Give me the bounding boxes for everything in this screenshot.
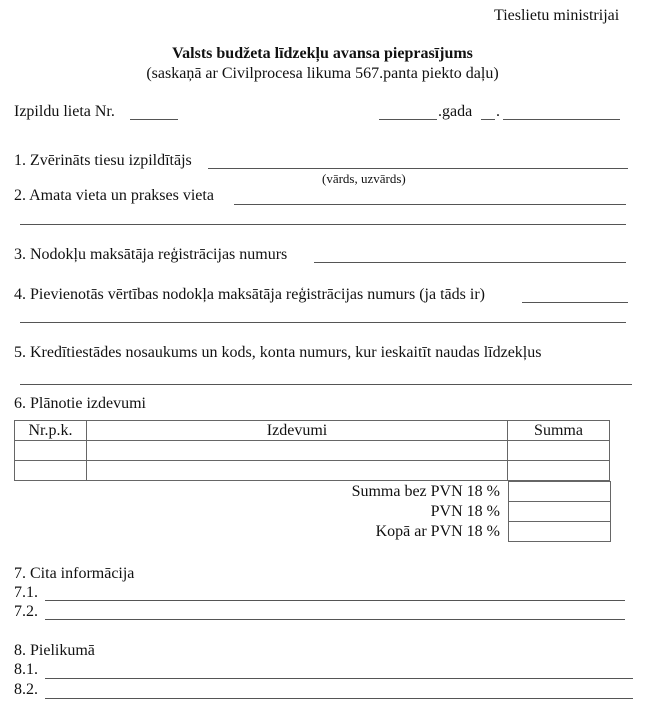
vat-registration-field[interactable] bbox=[522, 302, 628, 303]
item-7-1-number: 7.1. bbox=[14, 584, 38, 601]
table-header-row bbox=[15, 421, 610, 441]
item-8-1-number: 8.1. bbox=[14, 661, 38, 678]
case-number-field[interactable] bbox=[130, 119, 178, 120]
row-1-amount-cell[interactable] bbox=[508, 441, 610, 461]
date-separator: . bbox=[496, 103, 500, 120]
date-year-label: .gada bbox=[438, 103, 473, 120]
total-row-gross bbox=[14, 522, 611, 542]
office-location-field[interactable] bbox=[234, 204, 626, 205]
expenses-table bbox=[14, 420, 610, 481]
total-gross-value[interactable] bbox=[509, 522, 611, 542]
total-vat-value[interactable] bbox=[509, 502, 611, 522]
section-1-label: 1. Zvērināts tiesu izpildītājs bbox=[14, 152, 192, 169]
table-row bbox=[15, 461, 610, 481]
item-7-1-field[interactable] bbox=[45, 600, 625, 601]
total-net-label: Summa bez PVN 18 % bbox=[351, 482, 500, 500]
item-8-2-field[interactable] bbox=[45, 698, 633, 699]
date-year-field[interactable] bbox=[379, 119, 437, 120]
row-1-nr-cell[interactable] bbox=[15, 441, 87, 461]
column-header-amount: Summa bbox=[508, 421, 610, 441]
bank-account-field[interactable] bbox=[20, 384, 632, 385]
section-6-label: 6. Plānotie izdevumi bbox=[14, 395, 146, 412]
row-1-expense-cell[interactable] bbox=[87, 441, 508, 461]
item-8-2-number: 8.2. bbox=[14, 681, 38, 698]
column-header-expenses: Izdevumi bbox=[87, 421, 508, 441]
document-title: Valsts budžeta līdzekļu avansa pieprasījums bbox=[172, 45, 473, 62]
row-2-expense-cell[interactable] bbox=[87, 461, 508, 481]
section-2-label: 2. Amata vieta un prakses vieta bbox=[14, 187, 214, 204]
item-7-2-number: 7.2. bbox=[14, 603, 38, 620]
date-day-field[interactable] bbox=[481, 119, 495, 120]
row-2-amount-cell[interactable] bbox=[508, 461, 610, 481]
total-row-net bbox=[14, 482, 611, 502]
bailiff-name-field[interactable] bbox=[208, 168, 628, 169]
table-row bbox=[15, 441, 610, 461]
vat-registration-field-line-2[interactable] bbox=[20, 322, 626, 323]
section-8-label: 8. Pielikumā bbox=[14, 642, 95, 659]
total-net-value[interactable] bbox=[509, 482, 611, 502]
recipient: Tieslietu ministrijai bbox=[494, 7, 620, 24]
total-row-vat bbox=[14, 502, 611, 522]
bailiff-name-hint: (vārds, uzvārds) bbox=[322, 171, 406, 186]
case-number-label: Izpildu lieta Nr. bbox=[14, 103, 115, 120]
section-4-label: 4. Pievienotās vērtības nodokļa maksātāja reģistrācijas numurs (ja tāds ir) bbox=[14, 286, 485, 303]
section-5-label: 5. Kredītiestādes nosaukums un kods, konta numurs, kur ieskaitīt naudas līdzekļus bbox=[14, 344, 542, 361]
tax-registration-field[interactable] bbox=[314, 262, 626, 263]
item-7-2-field[interactable] bbox=[45, 619, 625, 620]
date-month-field[interactable] bbox=[503, 119, 620, 120]
document-subtitle: (saskaņā ar Civilprocesa likuma 567.panta piekto daļu) bbox=[146, 65, 499, 82]
section-3-label: 3. Nodokļu maksātāja reģistrācijas numurs bbox=[14, 246, 288, 263]
total-vat-label: PVN 18 % bbox=[430, 502, 500, 520]
total-gross-label: Kopā ar PVN 18 % bbox=[375, 522, 500, 540]
office-location-field-line-2[interactable] bbox=[20, 224, 626, 225]
totals-table bbox=[14, 481, 611, 542]
section-7-label: 7. Cita informācija bbox=[14, 565, 135, 582]
row-2-nr-cell[interactable] bbox=[15, 461, 87, 481]
item-8-1-field[interactable] bbox=[45, 678, 633, 679]
column-header-nr: Nr.p.k. bbox=[15, 421, 87, 441]
